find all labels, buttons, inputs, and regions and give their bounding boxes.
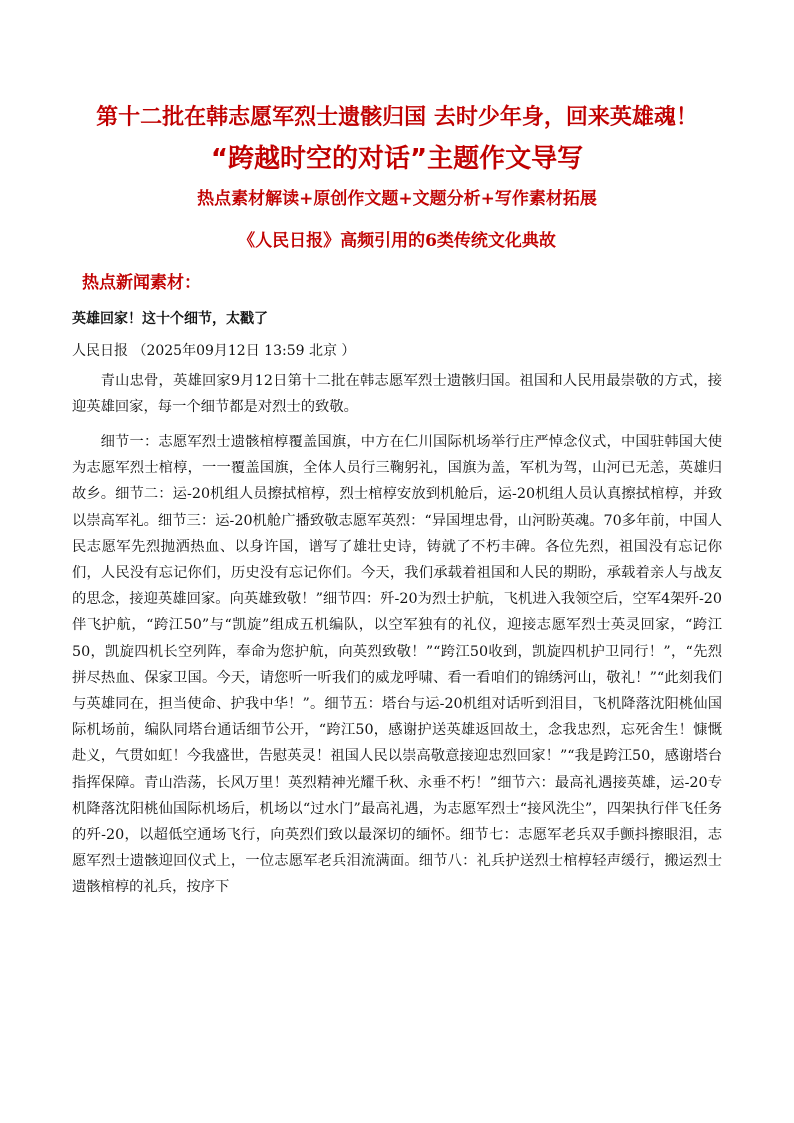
subtitle-material-overview: 热点素材解读+原创作文题+文题分析+写作素材拓展 xyxy=(197,189,597,209)
article-paragraph-intro: 青山忠骨，英雄回家9月12日第十二批在韩志愿军烈士遗骸归国。祖国和人民用最崇敬的方式，接迎英雄回家，每一个细节都是对烈士的致敬。 xyxy=(72,373,722,416)
article-title: 英雄回家！这十个细节，太戳了 xyxy=(72,311,268,327)
article-paragraph-details: 细节一：志愿军烈士遗骸棺椁覆盖国旗，中方在仁川国际机场举行庄严悼念仪式，中国驻韩国大使为志愿军烈士棺椁，一一覆盖国旗，全体人员行三鞠躬礼，国旗为盖，军机为驾，山河已无恙，英雄归故乡。细节二：运-20机组人员擦拭棺椁，烈士棺椁安放到机舱后，运-20机组人员认真擦拭棺椁，并致以崇高军礼。细节三：运-20机舱广播致敬志愿军英烈：“异国埋忠骨，山河盼英魂。70多年前，中国人民志愿军先烈抛洒热血、以身许国，谱写了雄壮史诗，铸就了不朽丰碑。各位先烈，祖国没有忘记你们，人民没有忘记你们，历史没有忘记你们。今天，我们承载着祖国和人民的期盼，承载着亲人与战友的思念，接迎英雄回家。向英雄致敬！”细节四：歼-20为烈士护航，飞机进入我领空后，空军4架歼-20伴飞护航，“跨江50”与“凯旋”组成五机编队，以空军独有的礼仪，迎接志愿军烈士英灵回家，“跨江50，凯旋四机长空列阵，奉命为您护航，向英烈致敬！”“跨江50收到，凯旋四机护卫同行！”，“先烈拼尽热血、保家卫国。今天，请您听一听我们的威龙呼啸、看一看咱们的锦绣河山，敬礼！”“此刻我们与英雄同在，担当使命、护我中华！”。细节五：塔台与运-20机组对话听到泪目，飞机降落沈阳桃仙国际机场前，编队同塔台通话细节公开，“跨江50，感谢护送英雄返回故土，念我忠烈，忘死舍生！慷慨赴义，气贯如虹！今我盛世，告慰英灵！祖国人民以崇高敬意接迎忠烈回家！”“我是跨江50，感谢塔台指挥保障。青山浩荡，长风万里！英烈精神光耀千秋、永垂不朽！”细节六：最高礼遇接英雄，运-20专机降落沈阳桃仙国际机场后，机场以“过水门”最高礼遇，为志愿军烈士“接风洗尘”，四架执行伴飞任务的歼-20，以超低空通场飞行，向英烈们致以最深切的缅怀。细节七：志愿军老兵双手颤抖擦眼泪，志愿军烈士遗骸迎回仪式上，一位志愿军老兵泪流满面。细节八：礼兵护送烈士棺椁轻声缓行，搬运烈士遗骸棺椁的礼兵，按序下 xyxy=(72,434,722,896)
subtitle-classical-allusions: 《人民日报》高频引用的6类传统文化典故 xyxy=(238,231,556,251)
main-title-line2: “跨越时空的对话”主题作文导写 xyxy=(210,144,584,174)
main-title-line1: 第十二批在韩志愿军烈士遗骸归国 去时少年身，回来英雄魂！ xyxy=(96,105,698,130)
section-label-hot-news: 热点新闻素材： xyxy=(82,273,201,293)
article-byline: 人民日报 （2025年09月12日 13:59 北京 ） xyxy=(72,343,356,359)
